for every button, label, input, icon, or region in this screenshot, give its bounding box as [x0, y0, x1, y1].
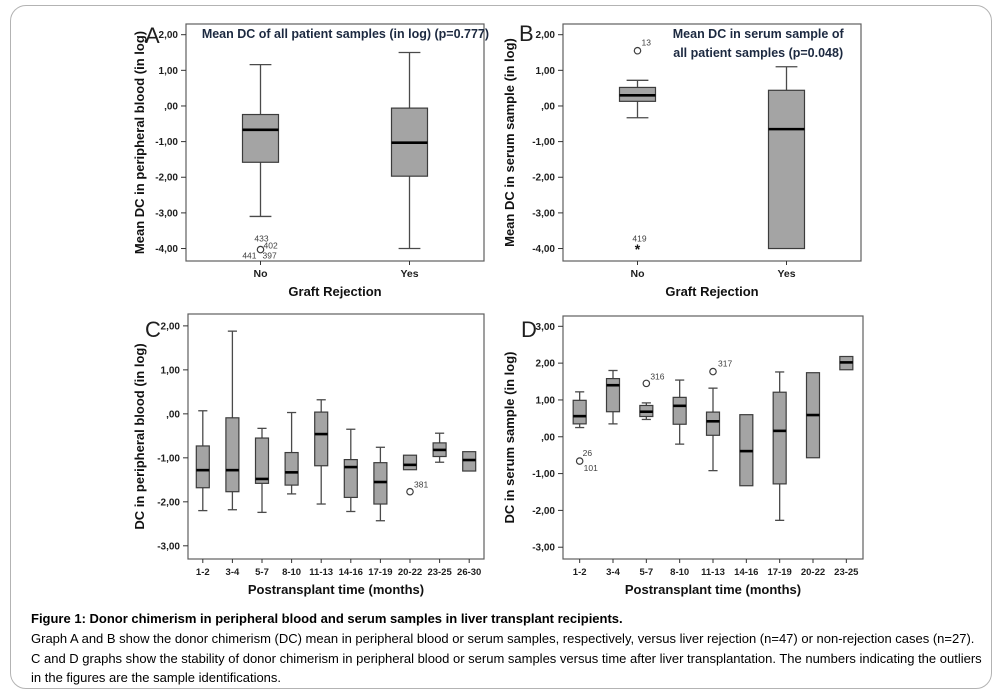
x-tick-label: No	[630, 268, 645, 280]
x-tick-label: 17-19	[368, 567, 393, 578]
outlier-circle-marker	[576, 458, 582, 464]
panel-letter: D	[521, 317, 537, 342]
outlier-star-marker: *	[634, 241, 641, 258]
outlier-id-label: 433	[254, 233, 269, 244]
panel-b-plot	[499, 11, 885, 303]
chart-title: Mean DC of all patient samples (in log) (p=0.777)	[201, 27, 490, 41]
y-tick-label: ,00	[541, 432, 555, 444]
x-tick-label: 8-10	[670, 567, 690, 578]
panel-d-boxplot	[499, 301, 893, 603]
y-tick-label: -3,00	[155, 208, 178, 220]
outlier-circle-marker	[407, 489, 413, 495]
y-tick-label: -3,00	[157, 541, 180, 553]
x-tick-label: Yes	[777, 268, 796, 280]
x-tick-label: 14-16	[338, 567, 363, 578]
x-tick-label: 8-10	[282, 567, 302, 578]
y-tick-label: -2,00	[532, 505, 555, 517]
box-20-22	[807, 373, 820, 458]
panel-letter: C	[145, 317, 161, 342]
y-tick-label: ,00	[166, 409, 180, 421]
x-tick-label: 20-22	[397, 567, 423, 578]
y-tick-label: -2,00	[155, 172, 178, 184]
x-tick-label: 1-2	[195, 567, 210, 578]
chart-title-line1: Mean DC in serum sample of	[672, 27, 844, 41]
outlier-id-label: 402	[263, 240, 278, 251]
y-tick-label: 1,00	[158, 65, 178, 77]
y-tick-label: 2,00	[535, 358, 555, 370]
y-tick-label: -3,00	[532, 542, 555, 554]
figure-border	[10, 5, 992, 689]
x-tick-label: 3-4	[225, 567, 240, 578]
x-tick-label: 17-19	[767, 567, 792, 578]
outlier-id-label: 381	[414, 479, 429, 490]
outlier-id-label: 317	[718, 358, 733, 369]
y-tick-label: 2,00	[535, 30, 555, 42]
x-tick-label: 11-13	[701, 567, 725, 578]
y-tick-label: -2,00	[532, 172, 555, 184]
y-axis-title: Mean DC in peripheral blood (in log)	[132, 30, 147, 255]
outlier-id-label: 441	[242, 250, 257, 261]
outlier-id-label: 13	[641, 37, 651, 48]
y-tick-label: 1,00	[535, 65, 555, 77]
x-tick-label: 11-13	[309, 567, 334, 578]
x-axis-title: Postransplant time (months)	[247, 582, 425, 597]
y-tick-label: -4,00	[155, 244, 178, 256]
chart-title-line2: all patient samples (p=0.048)	[673, 46, 844, 60]
x-axis-title: Graft Rejection	[665, 284, 759, 299]
y-tick-label: 1,00	[535, 395, 555, 407]
caption-body: Graph A and B show the donor chimerism (DC) mean in peripheral blood or serum samples, respectively, versus liver rejection (n=47) or non-rejection cases (n=27). C and D graphs show the stability of donor chimerism in peripheral blood or serum samples versus time after liver transplantation. The numbers indicating the outliers in the figures are the sample identifications.	[31, 631, 982, 685]
box-5-7	[640, 403, 653, 420]
panel-a-boxplot	[129, 11, 501, 303]
y-tick-label: -2,00	[157, 497, 180, 509]
x-axis-title: Postransplant time (months)	[624, 582, 802, 597]
x-tick-label: 20-22	[800, 567, 826, 578]
x-axis-title: Graft Rejection	[288, 284, 382, 299]
x-tick-label: 23-25	[427, 567, 452, 578]
x-tick-label: 3-4	[606, 567, 620, 578]
box-23-25	[840, 357, 853, 370]
x-tick-label: 23-25	[834, 567, 859, 578]
box-14-16	[740, 415, 753, 486]
y-tick-label: -3,00	[532, 208, 555, 220]
y-tick-label: -1,00	[157, 453, 180, 465]
box-Yes	[769, 67, 805, 249]
y-tick-label: -1,00	[155, 137, 178, 149]
panel-a-plot	[129, 11, 501, 303]
caption-title: Figure 1: Donor chimerism in peripheral blood and serum samples in liver transplant recipients.	[31, 611, 623, 626]
y-axis-title: DC in peripheral blood (in log)	[132, 343, 147, 530]
panel-letter: B	[519, 21, 534, 46]
y-tick-label: -1,00	[532, 469, 555, 481]
panel-c-boxplot	[129, 301, 501, 603]
outlier-id-label: 101	[583, 463, 598, 474]
outlier-id-label: 397	[262, 250, 277, 261]
y-tick-label: 2,00	[158, 30, 178, 42]
box-26-30	[463, 452, 476, 471]
outlier-id-label: 26	[582, 448, 593, 459]
y-tick-label: -4,00	[532, 244, 555, 256]
x-tick-label: No	[253, 268, 268, 280]
x-tick-label: 14-16	[734, 567, 759, 578]
panel-d-plot	[499, 301, 893, 603]
x-tick-label: 26-30	[457, 567, 482, 578]
panel-letter: A	[145, 23, 160, 48]
outlier-circle-marker	[710, 368, 716, 374]
outlier-circle-marker	[634, 48, 640, 54]
y-tick-label: -1,00	[532, 137, 555, 149]
y-axis-title: DC in serum sample (in log)	[502, 351, 517, 524]
outlier-id-label: 316	[650, 371, 665, 382]
y-tick-label: 2,00	[160, 321, 180, 333]
x-tick-label: Yes	[400, 268, 419, 280]
panel-c-plot	[129, 301, 501, 603]
plot-frame	[186, 24, 484, 261]
y-tick-label: 1,00	[160, 365, 180, 377]
x-tick-label: 1-2	[572, 567, 587, 578]
x-tick-label: 5-7	[639, 567, 654, 578]
x-tick-label: 5-7	[255, 567, 269, 578]
y-axis-title: Mean DC in serum sample (in log)	[502, 38, 517, 247]
y-tick-label: ,00	[164, 101, 178, 113]
box-20-22	[404, 455, 417, 470]
y-tick-label: ,00	[541, 101, 555, 113]
panel-b-boxplot	[499, 11, 885, 303]
y-tick-label: 3,00	[535, 321, 555, 333]
outlier-circle-marker	[643, 380, 649, 386]
figure-caption	[31, 609, 983, 688]
outlier-id-label: 419	[632, 233, 647, 244]
